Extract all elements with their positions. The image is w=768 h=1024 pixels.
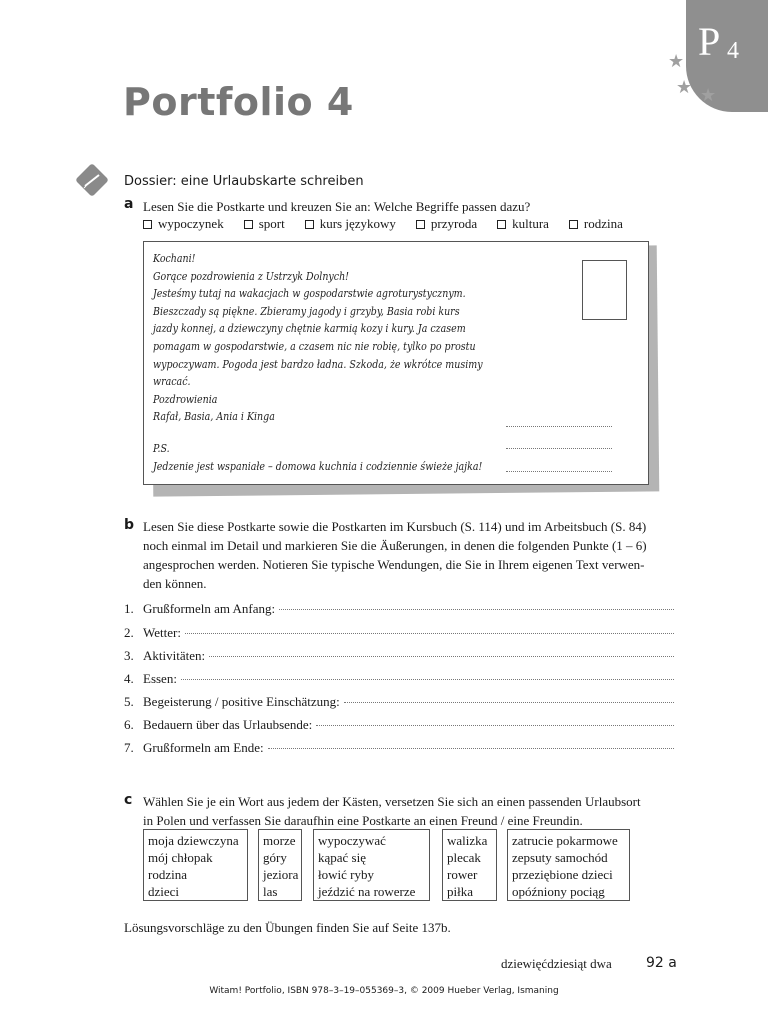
checkbox[interactable] [497,220,506,229]
list-item: 1. Grußformeln am Anfang: [124,601,674,617]
address-line [506,448,612,449]
task-a-instruction: Lesen Sie die Postkarte und kreuzen Sie an: Welche Begriffe passen dazu? [143,199,531,214]
answer-line[interactable] [279,609,674,610]
postcard-line: Jesteśmy tutaj na wakacjach w gospodarstwie agroturystycznym. [153,287,466,301]
task-b-letter: b [124,517,135,533]
option-przyroda[interactable]: przyroda [416,216,477,232]
postcard-line: Bieszczady są piękne. Zbieramy jagody i grzyby, Basia robi kurs [153,304,460,318]
task-a-letter: a [124,196,134,212]
answer-line[interactable] [268,748,674,749]
page-number-words: dziewięćdziesiąt dwa [501,956,612,971]
task-c-instruction: Wählen Sie je ein Wort aus jedem der Kästen, versetzen Sie sich an einen passenden Urlaubsort in Polen und verfassen Sie daraufhin eine Postkarte an einen Freund / eine Freundin. [143,794,641,828]
list-item: 3. Aktivitäten: [124,648,674,664]
option-sport[interactable]: sport [244,216,285,232]
task-b-instruction: Lesen Sie diese Postkarte sowie die Postkarten im Kursbuch (S. 114) und im Arbeitsbuch (S. 84) noch einmal im Detail und markieren Sie die Äußerungen, in denen die folgenden Punkte (1 – 6) angesprochen werden. Notieren Sie typische Wendungen, die Sie in Ihrem eigenen Text verwen- den können. [143,519,647,591]
word-box-activities: wypoczywać kąpać się łowić ryby jeździć na rowerze [313,829,430,901]
checkbox[interactable] [416,220,425,229]
stamp-box [582,260,627,320]
checkbox[interactable] [143,220,152,229]
answer-line[interactable] [344,702,674,703]
word-box-items: walizka plecak rower piłka [442,829,497,901]
answer-line[interactable] [209,656,674,657]
checkbox[interactable] [305,220,314,229]
postcard-line: Gorące pozdrowienia z Ustrzyk Dolnych! [153,269,349,283]
postcard [143,241,649,485]
postcard-line: P.S. [153,441,170,455]
list-item: 2. Wetter: [124,625,674,641]
answer-line[interactable] [316,725,674,726]
postcard-line: jazdy konnej, a dziewczyny chętnie karmią kozy i kury. Ja czasem [153,322,466,336]
option-kurs-jezykowy[interactable]: kurs językowy [305,216,396,232]
chapter-tab-number: 4 [727,38,739,64]
checkbox[interactable] [569,220,578,229]
address-line [506,471,612,472]
postcard-line: wracać. [153,375,191,389]
option-rodzina[interactable]: rodzina [569,216,623,232]
answer-line[interactable] [185,633,674,634]
postcard-line: wypoczywam. Pogoda jest bardzo ładna. Szkoda, że wkrótce musimy [153,357,483,371]
list-item: 5. Begeisterung / positive Einschätzung: [124,694,674,710]
word-box-places: morze góry jeziora las [258,829,302,901]
address-line [506,426,612,427]
postcard-line: pomagam w gospodarstwie, a czasem nic nie robię, tylko po prostu [153,339,476,353]
star-icon: ★ [676,77,693,97]
star-icon: ★ [668,51,685,71]
page-title: Portfolio 4 [123,80,354,124]
postcard-line: Rafał, Basia, Ania i Kinga [153,410,275,424]
star-icon: ★ [700,85,717,105]
word-box-people: moja dziewczyna mój chłopak rodzina dzieci [143,829,248,901]
page-number: 92 a [646,955,677,971]
answer-line[interactable] [181,679,674,680]
chapter-tab-letter: P [698,19,722,64]
postcard-line [153,426,501,440]
postcard-line: Kochani! [153,252,196,265]
option-checkboxes [143,216,623,232]
postcard-line: Jedzenie jest wspaniałe – domowa kuchnia i codziennie świeże jajka! [153,459,483,473]
checkbox[interactable] [244,220,253,229]
word-box-problems: zatrucie pokarmowe zepsuty samochód przeziębione dzieci opóźniony pociąg [507,829,630,901]
option-kultura[interactable]: kultura [497,216,549,232]
list-item: 4. Essen: [124,671,674,687]
footer-copyright: Witam! Portfolio, ISBN 978–3–19–055369–3, © 2009 Hueber Verlag, Ismaning [209,986,559,996]
postcard-line: Pozdrowienia [153,392,218,406]
postcard-message [153,250,501,475]
dossier-heading: Dossier: eine Urlaubskarte schreiben [124,174,364,189]
task-c-letter: c [124,792,133,808]
option-wypoczynek[interactable]: wypoczynek [143,216,224,232]
pen-icon [72,160,112,200]
list-item: 6. Bedauern über das Urlaubsende: [124,717,674,733]
list-item: 7. Grußformeln am Ende: [124,740,674,756]
solutions-note: Lösungsvorschläge zu den Übungen finden Sie auf Seite 137b. [124,920,451,935]
